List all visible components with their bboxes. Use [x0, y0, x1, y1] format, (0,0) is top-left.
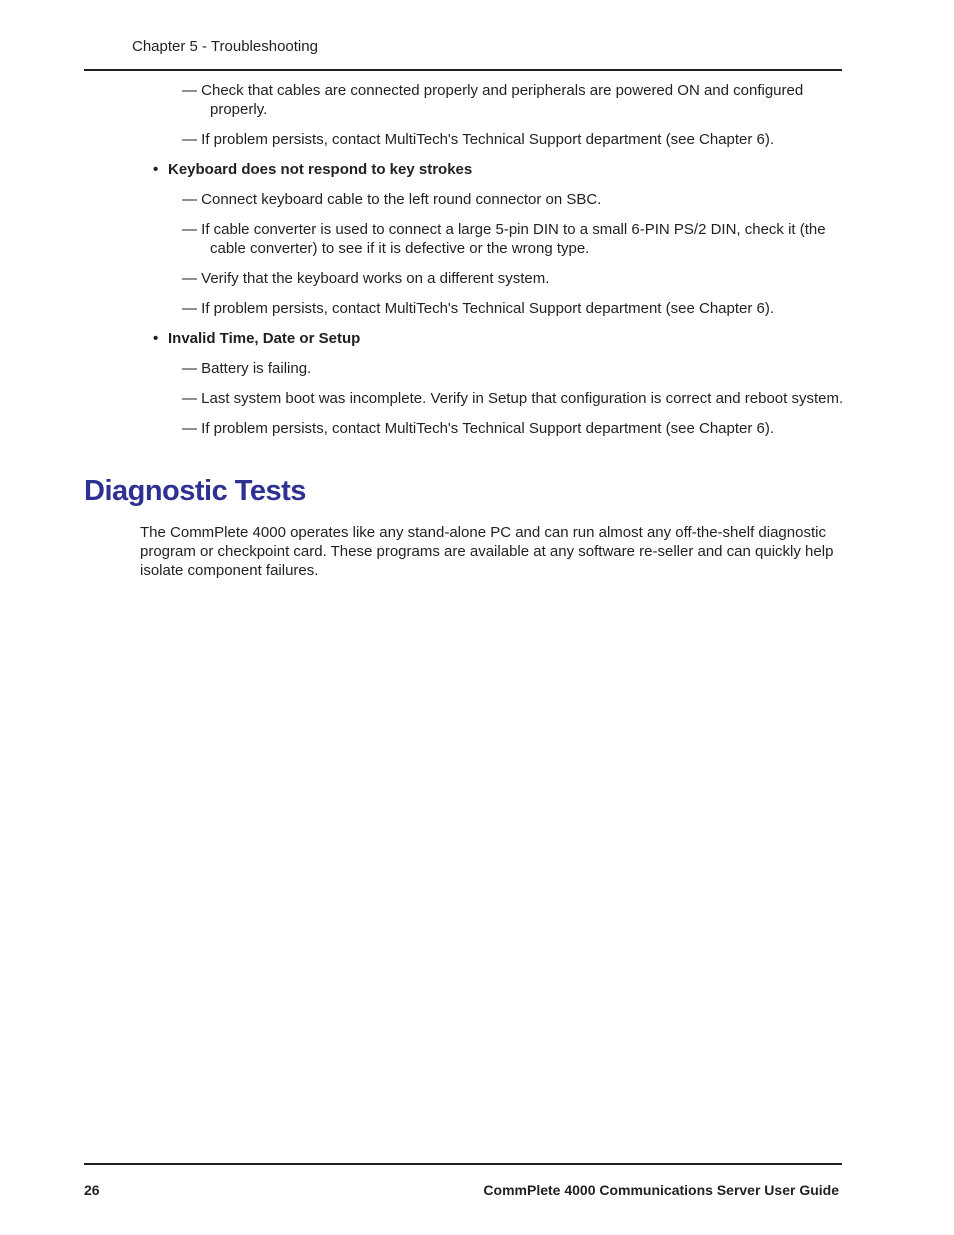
- bullet-heading-text: Invalid Time, Date or Setup: [168, 330, 361, 347]
- troubleshooting-list: [0, 81, 954, 449]
- header-rule: [84, 69, 842, 71]
- list-item: — Connect keyboard cable to the left round connector on SBC.: [182, 191, 602, 208]
- list-item: — If problem persists, contact MultiTech's Technical Support department (see Chapter 6).: [182, 131, 775, 148]
- guide-title: CommPlete 4000 Communications Server User Guide: [483, 1182, 839, 1198]
- list-item: — Last system boot was incomplete. Verify in Setup that configuration is correct and reboot system.: [182, 390, 844, 407]
- list-item: — Battery is failing.: [182, 360, 312, 377]
- bullet-heading-text: Keyboard does not respond to key strokes: [168, 161, 473, 178]
- section-body: The CommPlete 4000 operates like any stand-alone PC and can run almost any off-the-shelf diagnostic program or checkpoint card. These programs are available at any software re-seller and can quickly help isolate component failures.: [140, 524, 834, 579]
- bullet-icon: •: [153, 161, 159, 178]
- bullet-heading: [153, 329, 954, 348]
- list-item: — If problem persists, contact MultiTech's Technical Support department (see Chapter 6).: [182, 420, 775, 437]
- list-item: — Check that cables are connected properly and peripherals are powered ON and configured properly.: [182, 82, 804, 118]
- list-item: — If cable converter is used to connect a large 5-pin DIN to a small 6-PIN PS/2 DIN, check it (the cable converter) to see if it is defective or the wrong type.: [182, 221, 826, 257]
- bullet-heading: [153, 160, 954, 179]
- list-item: — Verify that the keyboard works on a different system.: [182, 270, 550, 287]
- running-header: Chapter 5 - Troubleshooting: [132, 38, 318, 55]
- bullet-icon: •: [153, 330, 159, 347]
- list-item: — If problem persists, contact MultiTech's Technical Support department (see Chapter 6).: [182, 300, 775, 317]
- section-title: Diagnostic Tests: [84, 475, 306, 507]
- page-number: 26: [84, 1182, 100, 1198]
- footer-rule: [84, 1163, 842, 1165]
